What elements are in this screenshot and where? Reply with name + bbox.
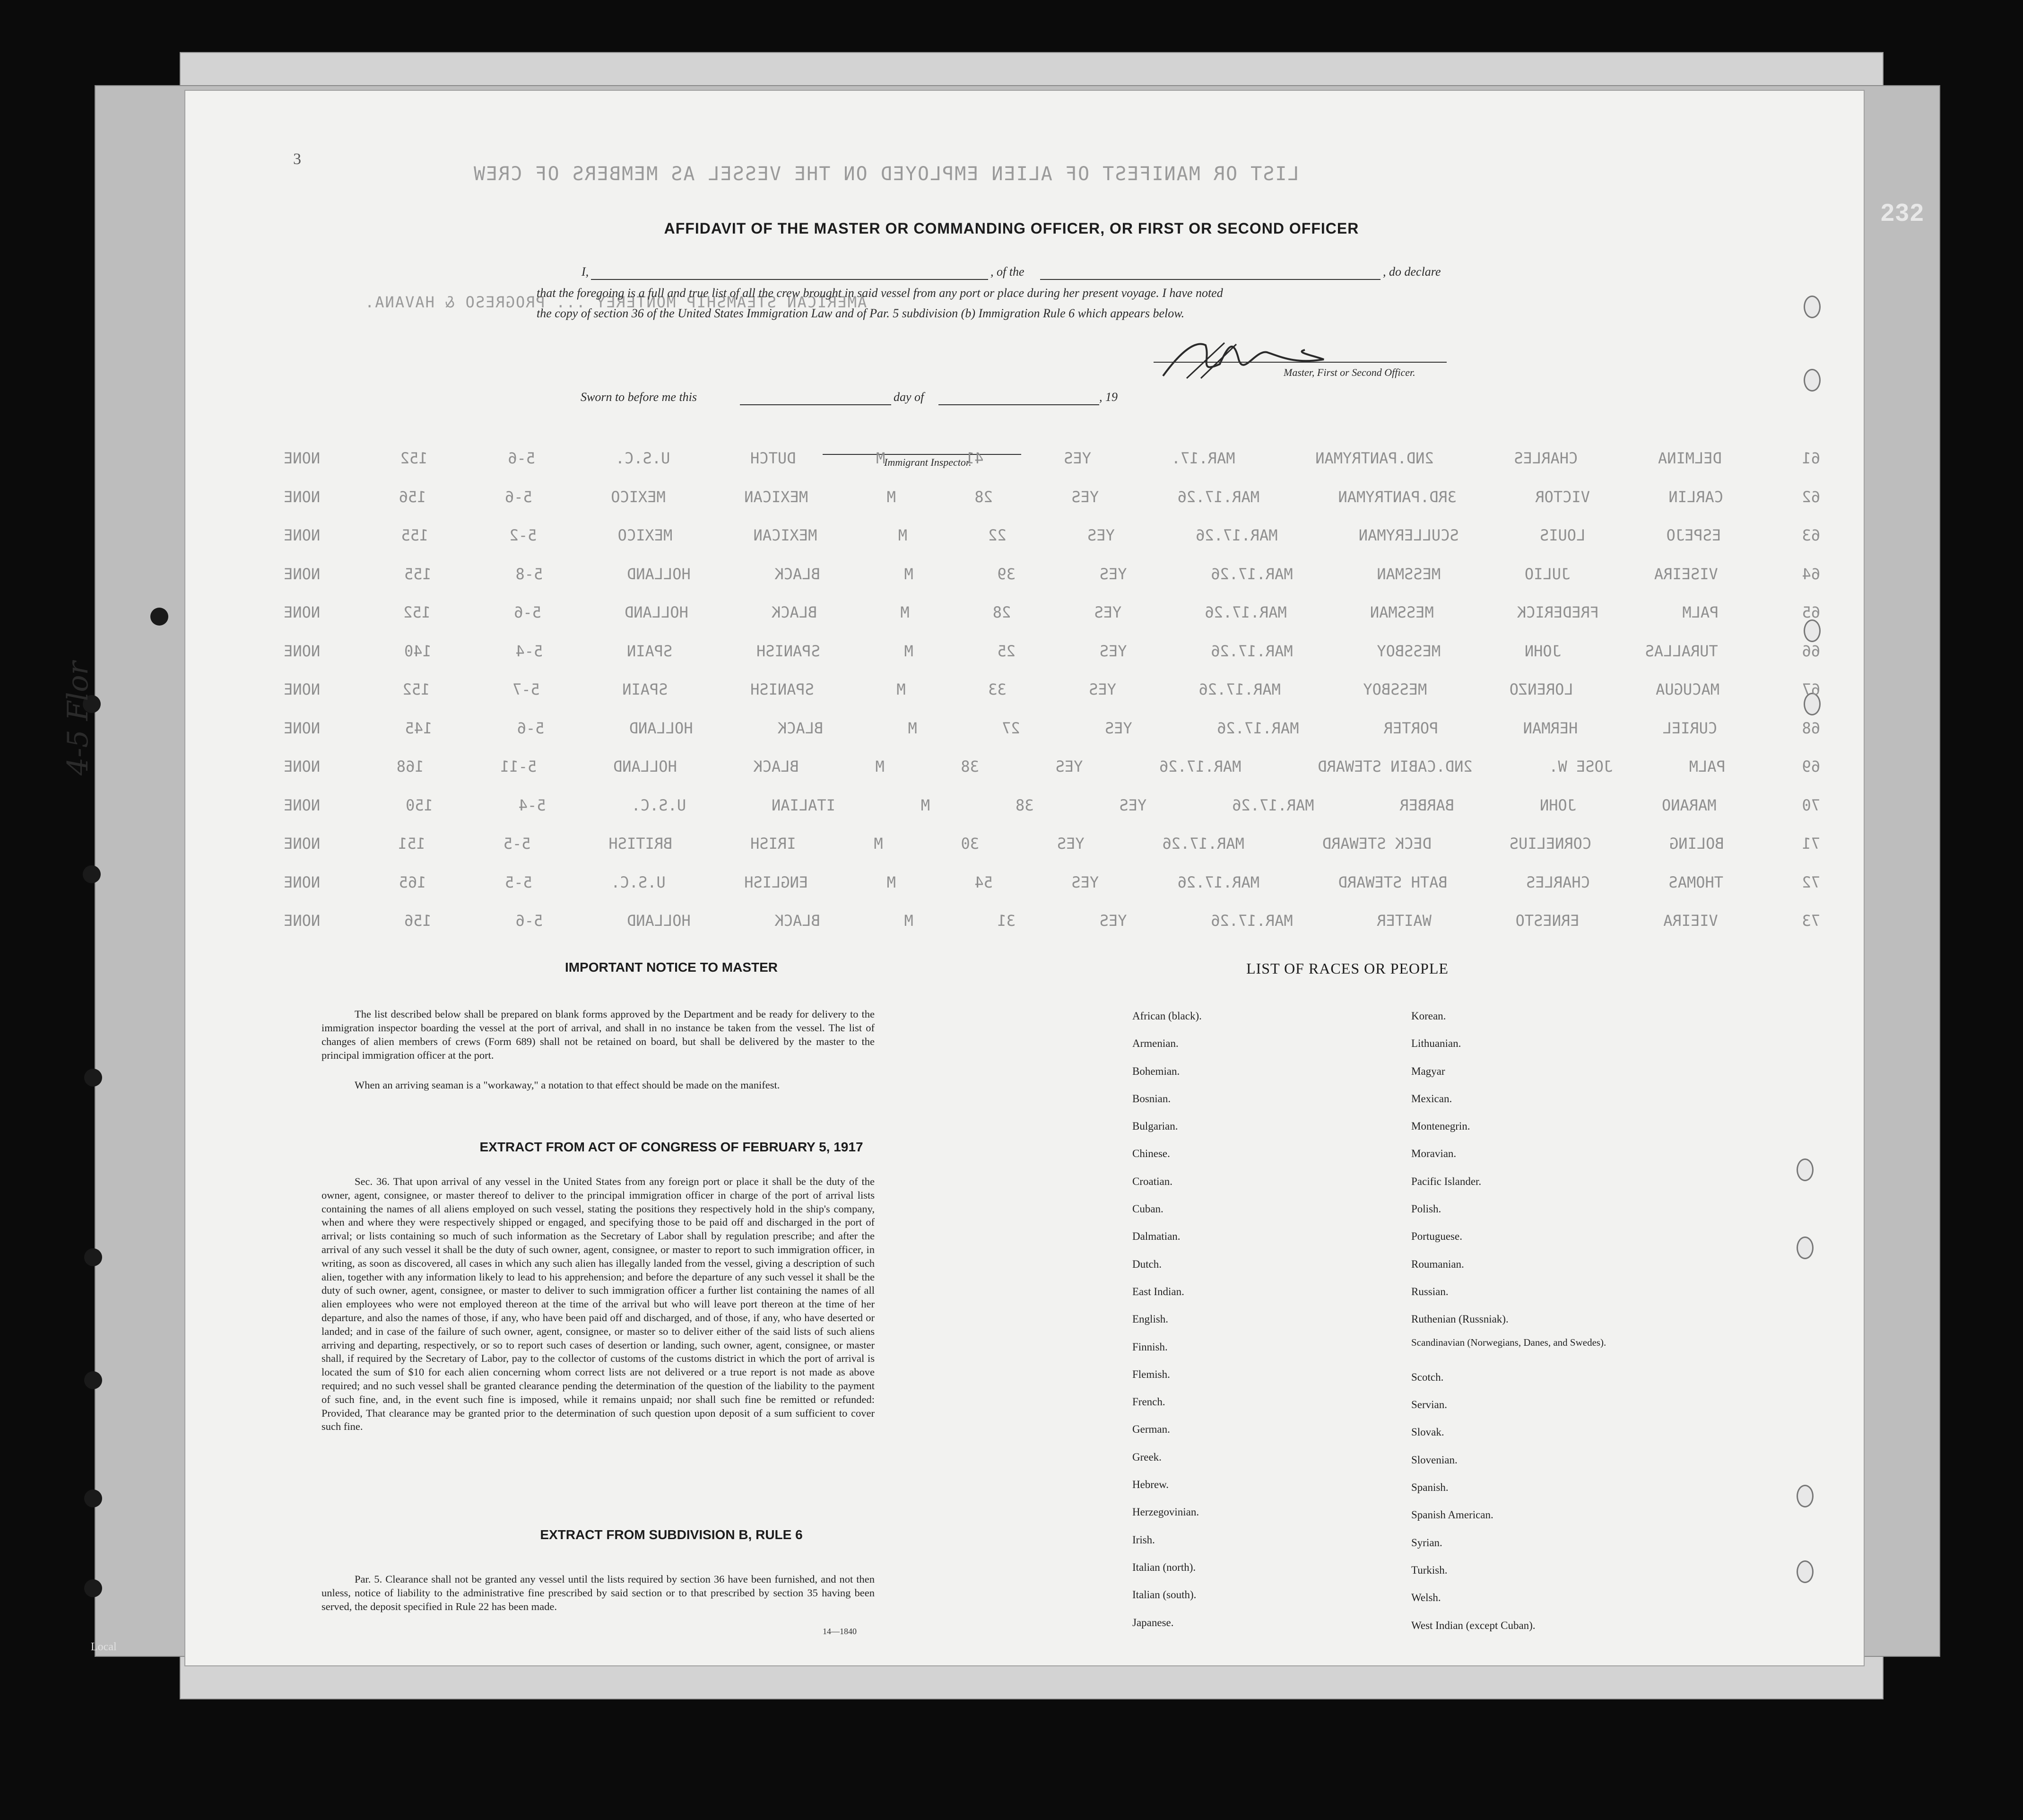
punch-mark <box>1797 1485 1814 1507</box>
sworn-prefix: Sworn to before me this <box>581 390 697 404</box>
ghost-cell: M <box>896 680 906 698</box>
ghost-cell: VIEIRA <box>1663 912 1718 930</box>
race-item: Pacific Islander. <box>1411 1175 1482 1187</box>
ghost-cell: VISEIRA <box>1654 565 1718 583</box>
ghost-cell: 5-11 <box>500 758 537 775</box>
ghost-cell: MAR.17.26 <box>1196 526 1278 544</box>
extract2-body: Par. 5. Clearance shall not be granted any vessel until the lists required by section 36 have been furnished, and not then unless, notice of liability to the administrative fine prescribed by said section or to that prescribed by section 35 having been served, the deposit specified in Rule 22 has been made. <box>321 1573 875 1612</box>
ghost-cell: MAR.17.26 <box>1198 680 1281 698</box>
ghost-cell: 22 <box>988 526 1007 544</box>
ghost-row <box>284 603 1820 622</box>
ghost-cell: NONE <box>284 488 321 506</box>
ghost-cell: SPAIN <box>622 680 668 698</box>
ghost-cell: U.S.C. <box>631 796 686 814</box>
ghost-cell: YES <box>1089 680 1116 698</box>
ghost-cell: BLACK <box>774 565 820 583</box>
ghost-cell: PALM <box>1689 758 1726 775</box>
vessel-blank <box>1040 279 1381 280</box>
ghost-cell: SPANISH <box>750 680 814 698</box>
ghost-cell: MAR.17.26 <box>1211 642 1293 660</box>
binder-hole <box>84 1248 102 1266</box>
ghost-cell: YES <box>1071 488 1099 506</box>
race-item: Finnish. <box>1132 1341 1168 1353</box>
ghost-cell: M <box>874 835 883 853</box>
ghost-row <box>284 873 1820 892</box>
ghost-cell: NONE <box>284 526 321 544</box>
race-item: Italian (south). <box>1132 1589 1197 1601</box>
ghost-cell: 62 <box>1802 488 1820 506</box>
binder-hole <box>84 1371 102 1389</box>
ghost-row <box>284 758 1820 776</box>
sworn-month-blank <box>938 404 1099 405</box>
ghost-cell: M <box>900 603 910 621</box>
ghost-cell: 145 <box>405 719 433 737</box>
sworn-day: day of <box>894 390 924 404</box>
ghost-cell: JOSE W. <box>1549 758 1613 775</box>
punch-mark <box>1797 1560 1814 1583</box>
ghost-cell: MACUGUA <box>1656 680 1719 698</box>
ghost-cell: M <box>920 796 930 814</box>
ghost-cell: JOHN <box>1524 642 1561 660</box>
ghost-cell: FREDERICK <box>1517 603 1599 621</box>
ghost-cell: 152 <box>403 603 431 621</box>
race-item: Japanese. <box>1132 1616 1174 1628</box>
ghost-cell: JULIO <box>1524 565 1571 583</box>
ghost-cell: TURALLAS <box>1645 642 1718 660</box>
ghost-cell: IRISH <box>750 835 796 853</box>
ghost-cell: PALM <box>1682 603 1719 621</box>
affidavit-line3: the copy of section 36 of the United States Immigration Law and of Par. 5 subdivision (b) Immigration Rule 6 which appears below. <box>537 306 1185 320</box>
name-blank <box>591 279 988 280</box>
race-item: Slovak. <box>1411 1426 1444 1438</box>
ghost-cell: BLACK <box>777 719 824 737</box>
ghost-cell: 165 <box>399 873 426 891</box>
ghost-cell: 155 <box>404 565 432 583</box>
ghost-cell: 38 <box>961 758 979 775</box>
ghost-cell: M <box>904 912 913 930</box>
ghost-cell: YES <box>1071 873 1099 891</box>
extract1-body: Sec. 36. That upon arrival of any vessel in the United States from any foreign port or place it shall be the duty of the owner, agent, consignee, or master thereof to deliver to the principal immigration officer in charge of the port of arrival lists containing the names of all aliens employed on such vessel, stating the positions they respectively hold in the ship's company, when and where they were respectively shipped or engaged, and specifying those to be paid off and discharged in the port of arrival; or lists containing so much of such information as the Secretary of Labor shall by regulation prescribe; and after the arrival of any such vessel it shall be the duty of such owner, agent, consignee, or master to report to such immigration officer, in writing, as soon as discovered, all cases in which any such alien has illegally landed from the vessel, giving a description of such alien, together with any information likely to lead to his apprehension; and before the departure of any such vessel it shall be the duty of such owner, agent, consignee, or master to deliver to such immigration officer a further list containing the names of all alien employees who were not employed thereon at the time of the arrival but who will leave port thereon at the time of her departure, and also the names of those, if any, who have been paid off and discharged, and of those, if any, who have deserted or landed; and in case of the failure of such owner, agent, consignee, or master so to deliver either of the said lists of such aliens arriving and departing, respectively, or so to report such cases of desertion or landing, such owner, agent, consignee, or master shall, if required by the Secretary of Labor, pay to the collector of customs of the customs district in which the port of arrival is located the sum of $10 for each alien concerning whom correct lists are not delivered or a true report is not made as above required; and no such vessel shall be granted clearance pending the determination of the question of the liability to the payment of such fine, and, in the event such fine is imposed, while it remains unpaid; nor shall such fine be remitted or refunded: Provided, That clearance may be granted prior to the determination of such question upon deposit of a sum sufficient to cover such fine. <box>321 1176 875 1433</box>
ghost-cell: 71 <box>1802 835 1820 853</box>
race-item: Cuban. <box>1132 1203 1163 1215</box>
ghost-cell: MAR.17.26 <box>1217 719 1299 737</box>
punch-mark <box>1804 369 1821 392</box>
punch-mark <box>1804 619 1821 642</box>
ghost-cell: YES <box>1104 719 1132 737</box>
race-item: Spanish American. <box>1411 1509 1493 1521</box>
ghost-cell: M <box>898 526 907 544</box>
ghost-cell: M <box>904 642 913 660</box>
margin-handwritten-note: 4-5 Flor <box>61 661 95 775</box>
ghost-cell: M <box>904 565 913 583</box>
ghost-cell: HOLLAND <box>626 565 691 583</box>
race-item: Spanish. <box>1411 1481 1449 1494</box>
ghost-cell: NONE <box>284 680 321 698</box>
ghost-cell: YES <box>1057 835 1085 853</box>
page-number: 232 <box>1881 199 1925 226</box>
ghost-cell: HOLLAND <box>629 719 693 737</box>
race-item: Scotch. <box>1411 1371 1444 1383</box>
ghost-cell: MAR.17.26 <box>1162 835 1244 853</box>
ghost-cell: 68 <box>1802 719 1820 737</box>
ghost-cell: MEXICAN <box>753 526 817 544</box>
ghost-cell: 33 <box>988 680 1007 698</box>
ghost-cell: 65 <box>1802 603 1820 621</box>
race-item: Chinese. <box>1132 1148 1170 1160</box>
ghost-cell: NONE <box>284 642 321 660</box>
sworn-date-blank <box>740 404 891 405</box>
affidavit-line2: that the foregoing is a full and true list of all the crew brought in said vessel from any port or place during her present voyage. I have noted <box>537 286 1223 300</box>
ghost-cell: CURIEL <box>1662 719 1718 737</box>
race-item: Servian. <box>1411 1399 1448 1411</box>
ghost-cell: NONE <box>284 873 321 891</box>
ghost-row <box>284 449 1820 468</box>
race-item: African (black). <box>1132 1010 1202 1022</box>
ghost-cell: BLACK <box>774 912 820 930</box>
ghost-cell: LORENZO <box>1509 680 1573 698</box>
binder-hole <box>83 865 101 883</box>
ghost-cell: BOLING <box>1669 835 1724 853</box>
ghost-cell: NONE <box>284 565 321 583</box>
affidavit-title: AFFIDAVIT OF THE MASTER OR COMMANDING OFFICER, OR FIRST OR SECOND OFFICER <box>664 220 1359 237</box>
ghost-cell: 2ND.CABIN STEWARD <box>1318 758 1473 775</box>
ghost-cell: NONE <box>284 912 321 930</box>
ghost-row <box>284 488 1820 507</box>
ghost-cell: HOLLAND <box>625 603 688 621</box>
ghost-cell: DELMINA <box>1658 449 1722 467</box>
race-item: Montenegrin. <box>1411 1120 1470 1132</box>
ghost-cell: NONE <box>284 796 321 814</box>
ghost-cell: MESSMAN <box>1370 603 1434 621</box>
ghost-cell: M <box>886 873 896 891</box>
ghost-cell: 31 <box>997 912 1016 930</box>
ghost-cell: WAITER <box>1377 912 1432 930</box>
ghost-cell: M <box>908 719 917 737</box>
ghost-cell: HOLLAND <box>613 758 677 775</box>
ghost-cell: YES <box>1064 449 1091 467</box>
sworn-year: , 19 <box>1099 390 1118 404</box>
ghost-cell: 73 <box>1802 912 1820 930</box>
ghost-cell: 156 <box>399 488 426 506</box>
ghost-cell: YES <box>1099 912 1127 930</box>
ghost-cell: CORNELIUS <box>1509 835 1592 853</box>
signature-line <box>1154 362 1447 363</box>
ghost-cell: 25 <box>997 642 1016 660</box>
notice-paragraph-1: The list described below shall be prepared on blank forms approved by the Department and be ready for delivery to the immigration inspector boarding the vessel at the port of arrival, and shall in no instance be taken from the vessel. The list of changes of alien members of crews (Form 689) shall not be retained on board, but shall be delivered by the master to the principal immigration officer at the port. <box>321 1008 875 1061</box>
ghost-cell: 5-4 <box>518 796 546 814</box>
race-item: East Indian. <box>1132 1285 1184 1298</box>
binder-hole <box>150 608 168 626</box>
ghost-cell: NONE <box>284 835 321 853</box>
ghost-cell: YES <box>1099 642 1127 660</box>
races-column-2 <box>1411 1002 1657 1639</box>
ghost-cell: 150 <box>406 796 433 814</box>
ghost-cell: CARLIN <box>1668 488 1723 506</box>
extract2-title: EXTRACT FROM SUBDIVISION B, RULE 6 <box>540 1527 803 1542</box>
punch-mark <box>1804 296 1821 318</box>
ghost-row <box>284 719 1820 738</box>
ghost-cell: YES <box>1094 603 1122 621</box>
ghost-cell: 152 <box>402 680 430 698</box>
ghost-cell: DECK STEWARD <box>1322 835 1432 853</box>
inspector-caption: Immigrant Inspector. <box>884 456 972 468</box>
ghost-cell: BLACK <box>771 603 817 621</box>
ghost-cell: 28 <box>992 603 1011 621</box>
ghost-cell: NONE <box>284 449 321 467</box>
ghost-cell: 5-8 <box>515 565 543 583</box>
affidavit-line1-mid: , of the <box>990 265 1025 279</box>
ghost-cell: ENGLISH <box>744 873 808 891</box>
ghost-cell: 140 <box>404 642 432 660</box>
ghost-cell: M <box>886 488 896 506</box>
ghost-cell: YES <box>1099 565 1127 583</box>
race-item: Greek. <box>1132 1451 1162 1463</box>
ghost-cell: LOUIS <box>1539 526 1586 544</box>
ghost-row <box>284 912 1820 931</box>
ghost-cell: 72 <box>1802 873 1820 891</box>
bleed-through-header: LIST OR MANIFEST OF ALIEN EMPLOYED ON THE VESSEL AS MEMBERS OF CREW <box>473 163 1299 185</box>
sheet-number: 3 <box>293 150 301 168</box>
ghost-cell: MEXICO <box>611 488 666 506</box>
bleed-through-vessel: AMERICAN STEAMSHIP MONTEREY ... PROGRESO & HAVANA. <box>364 293 867 311</box>
race-item: Polish. <box>1411 1203 1441 1215</box>
ghost-cell: 3RD.PANTRYMAN <box>1338 488 1457 506</box>
ghost-cell: 64 <box>1802 565 1820 583</box>
ghost-cell: 69 <box>1802 758 1820 775</box>
ghost-row <box>284 835 1820 853</box>
race-item: Mexican. <box>1411 1092 1452 1105</box>
race-item: Russian. <box>1411 1285 1449 1298</box>
ghost-cell: DUTCH <box>750 449 796 467</box>
ghost-cell: CHARLES <box>1514 449 1578 467</box>
notice-title: IMPORTANT NOTICE TO MASTER <box>564 960 778 975</box>
race-item: Ruthenian (Russniak). <box>1411 1313 1509 1325</box>
ghost-row <box>284 796 1820 815</box>
race-item: Armenian. <box>1132 1037 1179 1050</box>
ghost-cell: CHARLES <box>1526 873 1590 891</box>
ghost-cell: BLACK <box>753 758 799 775</box>
race-item: Flemish. <box>1132 1368 1170 1380</box>
ghost-cell: 5-6 <box>514 603 541 621</box>
ghost-cell: ERNESTO <box>1515 912 1580 930</box>
ghost-cell: 38 <box>1015 796 1034 814</box>
ghost-cell: 5-2 <box>509 526 537 544</box>
race-item: German. <box>1132 1423 1170 1436</box>
race-item: Roumanian. <box>1411 1258 1464 1270</box>
ghost-cell: NONE <box>284 758 321 775</box>
race-item: English. <box>1132 1313 1169 1325</box>
race-item: Dalmatian. <box>1132 1230 1181 1243</box>
ghost-cell: 61 <box>1802 449 1820 467</box>
ghost-cell: 168 <box>396 758 424 775</box>
ghost-cell: HERMAN <box>1523 719 1578 737</box>
ghost-cell: 155 <box>401 526 429 544</box>
race-item: Dutch. <box>1132 1258 1162 1270</box>
ghost-cell: MESSBOY <box>1363 680 1427 698</box>
ghost-cell: 5-7 <box>512 680 540 698</box>
ghost-cell: MAR.17. <box>1171 449 1235 467</box>
ghost-cell: ITALIAN <box>772 796 835 814</box>
race-item: Croatian. <box>1132 1175 1172 1187</box>
ghost-cell: NONE <box>284 603 321 621</box>
ghost-cell: MAR.17.26 <box>1205 603 1287 621</box>
ghost-cell: NONE <box>284 719 321 737</box>
race-item: Korean. <box>1411 1010 1446 1022</box>
race-item: Scandinavian (Norwegians, Danes, and Swedes). <box>1411 1336 1606 1348</box>
ghost-cell: 2ND.PANTRYMAN <box>1315 449 1434 467</box>
affidavit-line1-suffix: , do declare <box>1383 265 1441 279</box>
race-item: Lithuanian. <box>1411 1037 1461 1050</box>
ghost-cell: U.S.C. <box>615 449 670 467</box>
ghost-cell: MAR.17.26 <box>1177 488 1259 506</box>
signature-caption: Master, First or Second Officer. <box>1284 366 1415 378</box>
ghost-cell: MEXICO <box>617 526 673 544</box>
ghost-cell: 54 <box>974 873 993 891</box>
ghost-cell: MESSMAN <box>1377 565 1441 583</box>
ghost-cell: 5-5 <box>504 873 532 891</box>
binder-hole <box>84 1069 102 1087</box>
ghost-cell: BRITISH <box>608 835 673 853</box>
ghost-cell: 5-6 <box>504 488 532 506</box>
ghost-cell: 5-4 <box>515 642 543 660</box>
ghost-cell: YES <box>1087 526 1115 544</box>
ghost-cell: SPANISH <box>756 642 820 660</box>
ghost-cell: THOMAS <box>1668 873 1723 891</box>
race-item: Turkish. <box>1411 1564 1448 1576</box>
ghost-cell: SPAIN <box>626 642 673 660</box>
race-item: French. <box>1132 1396 1165 1408</box>
ghost-cell: BARBER <box>1399 796 1455 814</box>
ghost-row <box>284 565 1820 584</box>
race-item: West Indian (except Cuban). <box>1411 1619 1536 1631</box>
affidavit-line1-prefix: I, <box>582 265 589 279</box>
binder-hole <box>84 1579 102 1597</box>
punch-mark <box>1797 1158 1814 1181</box>
ghost-cell: BATH STEWARD <box>1338 873 1448 891</box>
ghost-cell: 67 <box>1802 680 1820 698</box>
race-item: Moravian. <box>1411 1148 1457 1160</box>
corner-label: Local <box>91 1641 117 1653</box>
ghost-cell: 41 <box>965 449 984 467</box>
ghost-cell: MAR.17.26 <box>1159 758 1242 775</box>
ghost-row <box>284 642 1820 661</box>
ghost-cell: 5-6 <box>508 449 536 467</box>
ghost-cell: 5-6 <box>517 719 545 737</box>
race-item: Magyar <box>1411 1065 1445 1077</box>
extract1-title: EXTRACT FROM ACT OF CONGRESS OF FEBRUARY 5, 1917 <box>479 1140 863 1154</box>
binder-hole <box>84 1489 102 1507</box>
ghost-cell: 30 <box>961 835 979 853</box>
ghost-cell: U.S.C. <box>611 873 666 891</box>
ghost-cell: MESSBOY <box>1377 642 1441 660</box>
ghost-cell: VICTOR <box>1535 488 1590 506</box>
ghost-cell: 156 <box>404 912 432 930</box>
notice-paragraph-2: When an arriving seaman is a "workaway," a notation to that effect should be made on the manifest. <box>355 1079 780 1091</box>
ghost-cell: 28 <box>974 488 993 506</box>
race-item: Bohemian. <box>1132 1065 1180 1077</box>
races-title: LIST OF RACES OR PEOPLE <box>1246 960 1449 977</box>
ghost-cell: 66 <box>1802 642 1820 660</box>
ghost-cell: YES <box>1055 758 1083 775</box>
ghost-cell: YES <box>1119 796 1147 814</box>
ghost-row <box>284 680 1820 699</box>
ghost-cell: HOLLAND <box>626 912 691 930</box>
ghost-cell: 63 <box>1802 526 1820 544</box>
ghost-cell: ESPEJO <box>1666 526 1721 544</box>
officer-signature <box>1154 331 1352 388</box>
ghost-cell: SCULLERYMAN <box>1358 526 1459 544</box>
ghost-cell: M <box>875 758 885 775</box>
ghost-cell: MAR.17.26 <box>1232 796 1314 814</box>
ghost-cell: 39 <box>997 565 1016 583</box>
race-item: Syrian. <box>1411 1536 1442 1549</box>
ghost-cell: 70 <box>1802 796 1820 814</box>
race-item: Welsh. <box>1411 1592 1441 1604</box>
punch-mark <box>1797 1237 1814 1259</box>
ghost-cell: 5-5 <box>503 835 531 853</box>
ghost-cell: 5-6 <box>515 912 543 930</box>
ghost-cell: 151 <box>398 835 425 853</box>
ghost-row <box>284 526 1820 545</box>
ghost-cell: 27 <box>1002 719 1020 737</box>
ghost-cell: MAR.17.26 <box>1211 912 1293 930</box>
form-number: 14—1840 <box>823 1627 857 1636</box>
race-item: Bosnian. <box>1132 1092 1171 1105</box>
ghost-cell: PORTER <box>1383 719 1439 737</box>
ghost-cell: MARANO <box>1661 796 1717 814</box>
ghost-cell: MAR.17.26 <box>1177 873 1259 891</box>
races-column-1 <box>1132 1002 1369 1637</box>
race-item: Irish. <box>1132 1533 1155 1546</box>
race-item: Slovenian. <box>1411 1454 1458 1466</box>
race-item: Herzegovinian. <box>1132 1506 1199 1518</box>
race-item: Hebrew. <box>1132 1479 1169 1491</box>
ghost-cell: JOHN <box>1539 796 1577 814</box>
race-item: Italian (north). <box>1132 1561 1196 1573</box>
ghost-cell: M <box>876 449 886 467</box>
race-item: Bulgarian. <box>1132 1120 1178 1132</box>
ghost-cell: MAR.17.26 <box>1211 565 1293 583</box>
ghost-cell: MEXICAN <box>744 488 808 506</box>
race-item: Portuguese. <box>1411 1230 1462 1243</box>
ghost-cell: 152 <box>400 449 428 467</box>
